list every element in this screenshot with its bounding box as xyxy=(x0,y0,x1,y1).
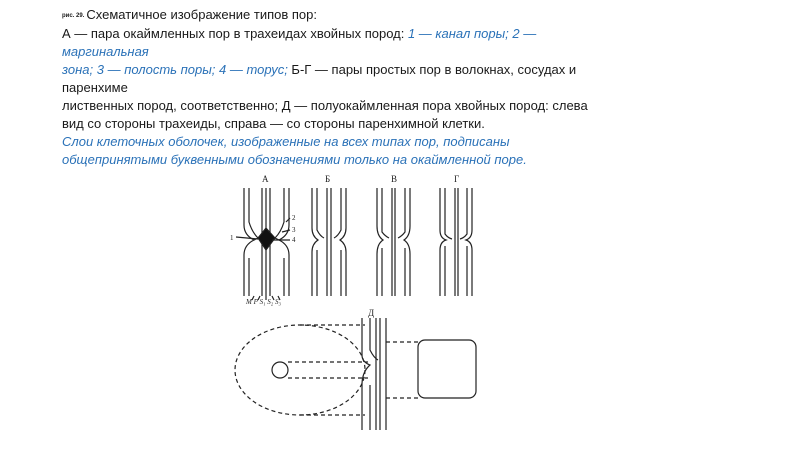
number-3-label: 3 xyxy=(292,226,296,234)
caption-line-2: А — пара окаймленных пор в трахеидах хвойных пород: 1 — канал поры; 2 — xyxy=(62,25,537,41)
caption-line-6: лиственных пород, соответственно; Д — полуокаймленная пора хвойных пород: слева xyxy=(62,97,588,113)
caption-line-8: Слои клеточных оболочек, изображенные на всех типах пор, подписаны xyxy=(62,133,510,149)
panel-d-half-bordered-pit xyxy=(235,318,476,430)
caption-line-3: маргинальная xyxy=(62,43,149,59)
caption-line-5: паренхиме xyxy=(62,79,128,95)
panel-b-simple-pit xyxy=(312,188,346,296)
wall-layer-labels: М Р S₁ S₂ S₃ xyxy=(246,298,281,306)
figure-number: рис. 29. xyxy=(62,12,85,19)
caption-line-1: рис. 29. Схематичное изображение типов пор: xyxy=(62,7,318,22)
panel-v-label: В xyxy=(391,174,398,184)
caption-line-4: зона; 3 — полость поры; 4 — торус; Б-Г — пары простых пор в волокнах, сосудах и xyxy=(62,61,577,77)
number-4-label: 4 xyxy=(292,236,296,244)
panel-v-simple-pit xyxy=(377,188,410,296)
panel-g-label: Г xyxy=(454,174,460,184)
caption-line-7: вид со стороны трахеиды, справа — со стороны паренхимной клетки. xyxy=(62,115,485,131)
number-1-label: 1 xyxy=(230,234,234,242)
panel-a-bordered-pit xyxy=(236,188,290,300)
caption-line-9: общепринятыми буквенными обозначениями только на окаймленной поре. xyxy=(62,151,527,167)
panel-b-label: Б xyxy=(325,174,331,184)
panel-g-simple-pit xyxy=(440,188,472,296)
panel-a-label: А xyxy=(262,174,269,184)
panel-d-label: Д xyxy=(368,308,375,318)
number-2-label: 2 xyxy=(292,214,296,222)
